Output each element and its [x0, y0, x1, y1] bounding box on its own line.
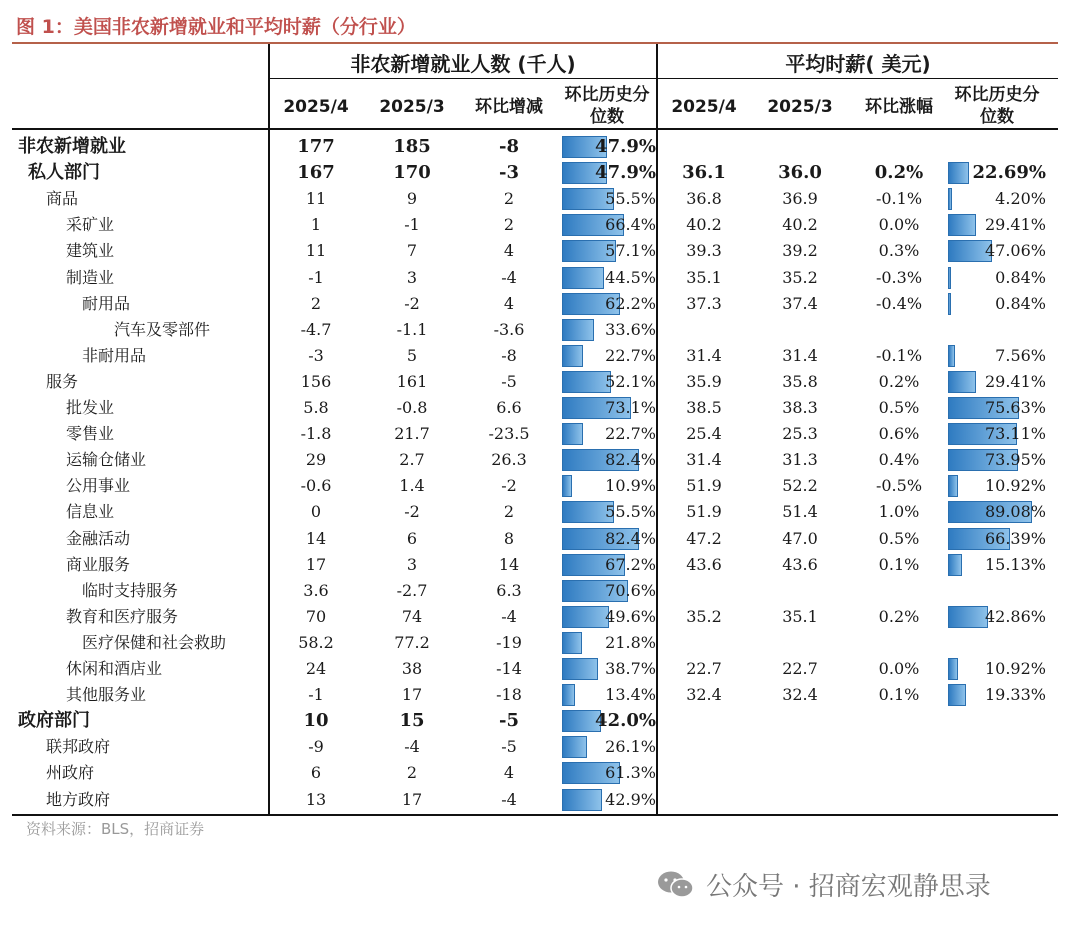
emp-change-value: 4 — [503, 293, 515, 313]
wage-mar-value: 39.2 — [782, 241, 818, 261]
emp-percentile-value: 44.5% — [605, 267, 656, 287]
wage-percentile-value: 0.84% — [995, 293, 1046, 313]
row-label: 非农新增就业 — [18, 136, 126, 157]
wage-apr-value: 31.4 — [686, 450, 722, 470]
wage-change-value: 0.1% — [878, 685, 920, 705]
emp-mar-value: -0.8 — [396, 398, 428, 417]
table-row — [12, 421, 1058, 447]
wage-apr-value: 35.9 — [686, 371, 722, 391]
row-label: 教育和医疗服务 — [66, 606, 179, 626]
row-label: 非耐用品 — [82, 345, 147, 365]
wage-change-value: 0.5% — [878, 528, 920, 548]
emp-apr-value: -4.7 — [300, 319, 332, 339]
emp-mar-value: 3 — [406, 554, 418, 574]
wage-col-apr: 2025/4 — [671, 97, 737, 117]
wage-percentile-bar — [948, 293, 951, 315]
emp-percentile-value: 55.5% — [605, 189, 656, 209]
wage-change-value: -0.3% — [875, 267, 923, 287]
row-label: 临时支持服务 — [82, 580, 179, 600]
emp-change-value: -5 — [501, 371, 517, 391]
emp-mar-value: -1.1 — [396, 319, 428, 339]
table-row — [12, 291, 1058, 317]
row-label: 汽车及零部件 — [114, 319, 211, 339]
emp-mar-value: -2 — [404, 502, 420, 522]
emp-mar-value: -2.7 — [396, 580, 428, 600]
emp-percentile-value: 70.6% — [605, 580, 656, 600]
wage-mar-value: 37.4 — [782, 293, 818, 313]
wage-col-mar: 2025/3 — [767, 97, 833, 117]
wage-percentile-bar — [948, 345, 955, 367]
emp-col-change: 环比增减 — [475, 97, 543, 117]
wage-percentile-value: 29.41% — [984, 215, 1046, 235]
emp-apr-value: 2 — [310, 293, 322, 313]
emp-apr-value: 11 — [305, 189, 327, 209]
emp-percentile-value: 38.7% — [605, 659, 656, 678]
emp-change-value: -3.6 — [493, 319, 525, 339]
emp-apr-value: -0.6 — [300, 476, 332, 496]
wage-percentile-value: 10.92% — [984, 659, 1046, 678]
emp-mar-value: 74 — [401, 606, 423, 626]
emp-change-value: 4 — [503, 763, 515, 783]
emp-percentile-value: 66.4% — [605, 215, 656, 235]
table-bottom-rule — [12, 814, 1058, 816]
emp-apr-value: 177 — [297, 136, 335, 157]
emp-change-value: -4 — [501, 606, 517, 626]
table-row — [12, 604, 1058, 630]
wage-apr-value: 51.9 — [686, 476, 722, 496]
emp-percentile-value: 47.9% — [595, 162, 656, 184]
emp-percentile-value: 33.6% — [605, 319, 656, 339]
table-row — [12, 212, 1058, 238]
source-note: 资料来源：BLS，招商证券 — [26, 820, 205, 838]
wage-apr-value: 36.8 — [686, 189, 722, 209]
wage-apr-value: 35.1 — [686, 267, 722, 287]
table-row — [12, 238, 1058, 264]
wage-mar-value: 36.0 — [778, 162, 822, 184]
row-label: 服务 — [46, 371, 79, 391]
emp-mar-value: 77.2 — [394, 632, 430, 652]
emp-apr-value: 6 — [310, 763, 322, 783]
table-row — [12, 526, 1058, 552]
emp-mar-value: 38 — [401, 659, 423, 678]
emp-apr-value: 5.8 — [303, 398, 329, 417]
emp-change-value: -3 — [499, 162, 519, 184]
wage-change-value: 0.5% — [878, 398, 920, 417]
emp-mar-value: -1 — [404, 215, 420, 235]
emp-change-value: -18 — [496, 685, 522, 705]
row-label: 批发业 — [66, 398, 115, 417]
emp-percentile-value: 10.9% — [605, 476, 656, 496]
emp-change-value: 8 — [503, 528, 515, 548]
emp-percentile-value: 52.1% — [605, 371, 656, 391]
emp-change-value: 2 — [503, 215, 515, 235]
emp-mar-value: 9 — [406, 189, 418, 209]
wage-percentile-value: 75.63% — [984, 398, 1046, 417]
emp-percentile-value: 22.7% — [605, 424, 656, 444]
emp-change-value: -8 — [499, 136, 519, 157]
wage-apr-value: 36.1 — [682, 162, 726, 184]
emp-apr-value: 14 — [305, 528, 327, 548]
emp-change-value: 6.6 — [496, 398, 522, 417]
emp-apr-value: 24 — [305, 659, 327, 678]
table-row — [12, 186, 1058, 212]
wage-mar-value: 32.4 — [782, 685, 818, 705]
emp-mar-value: 3 — [406, 267, 418, 287]
wage-apr-value: 47.2 — [686, 528, 722, 548]
emp-change-value: -8 — [501, 345, 517, 365]
table-row — [12, 708, 1058, 734]
wage-group-header: 平均时薪( 美元) — [785, 52, 931, 76]
emp-percentile-value: 49.6% — [605, 606, 656, 626]
row-label: 公用事业 — [66, 476, 131, 496]
emp-percentile-value: 42.9% — [605, 789, 656, 809]
wage-mar-value: 35.8 — [782, 371, 818, 391]
table-row — [12, 160, 1058, 186]
emp-change-value: -4 — [501, 267, 517, 287]
emp-percentile-value: 61.3% — [605, 763, 656, 783]
wage-change-value: 0.0% — [878, 215, 920, 235]
row-label: 建筑业 — [66, 241, 115, 261]
emp-percentile-value: 62.2% — [605, 293, 656, 313]
wage-percentile-value: 4.20% — [995, 189, 1046, 209]
emp-mar-value: 2 — [406, 763, 418, 783]
wage-mar-value: 25.3 — [782, 424, 818, 444]
emp-col-mar: 2025/3 — [379, 97, 445, 117]
row-label: 地方政府 — [46, 789, 111, 809]
wage-percentile-value: 0.84% — [995, 267, 1046, 287]
wechat-icon — [656, 869, 696, 901]
row-label: 零售业 — [66, 424, 115, 444]
emp-change-value: 4 — [503, 241, 515, 261]
emp-change-value: -5 — [501, 737, 517, 757]
table-row — [12, 369, 1058, 395]
wage-mar-value: 31.3 — [782, 450, 818, 470]
row-label: 制造业 — [66, 267, 115, 287]
wage-percentile-value: 73.95% — [984, 450, 1046, 470]
emp-apr-value: 11 — [305, 241, 327, 261]
wage-mar-value: 43.6 — [782, 554, 818, 574]
wage-percentile-value: 10.92% — [984, 476, 1046, 496]
emp-percentile-value: 13.4% — [605, 685, 656, 705]
wage-change-value: -0.1% — [875, 345, 923, 365]
employment-header-rule — [270, 78, 656, 79]
table-row — [12, 760, 1058, 786]
wage-apr-value: 32.4 — [686, 685, 722, 705]
wage-percentile-value: 47.06% — [984, 241, 1046, 261]
emp-mar-value: 17 — [401, 789, 423, 809]
emp-change-value: 6.3 — [496, 580, 522, 600]
row-label: 运输仓储业 — [66, 450, 147, 470]
wage-percentile-value: 66.39% — [984, 528, 1046, 548]
wage-change-value: -0.4% — [875, 293, 923, 313]
emp-percentile-value: 21.8% — [605, 632, 656, 652]
emp-percentile-value: 67.2% — [605, 554, 656, 574]
wage-change-value: 0.1% — [878, 554, 920, 574]
wage-change-value: -0.5% — [875, 476, 923, 496]
emp-apr-value: 3.6 — [303, 580, 329, 600]
emp-percentile-value: 47.9% — [595, 136, 656, 157]
row-label: 商品 — [46, 189, 79, 209]
wage-header-rule — [658, 78, 1058, 79]
emp-percentile-value: 22.7% — [605, 345, 656, 365]
wage-mar-value: 38.3 — [782, 398, 818, 417]
wage-change-value: 0.2% — [878, 371, 920, 391]
wage-apr-value: 35.2 — [686, 606, 722, 626]
wage-change-value: -0.1% — [875, 189, 923, 209]
emp-mar-value: -4 — [404, 737, 420, 757]
watermark — [656, 866, 991, 903]
emp-apr-value: 167 — [297, 162, 335, 184]
wage-mar-value: 35.2 — [782, 267, 818, 287]
table-row — [12, 473, 1058, 499]
table-row — [12, 578, 1058, 604]
row-label: 医疗保健和社会救助 — [82, 632, 227, 652]
wage-change-value: 0.6% — [878, 424, 920, 444]
emp-percentile-value: 57.1% — [605, 241, 656, 261]
wage-percentile-value: 73.11% — [984, 424, 1046, 444]
wage-percentile-value: 7.56% — [995, 345, 1046, 365]
emp-percentile-value: 82.4% — [605, 528, 656, 548]
row-label: 耐用品 — [82, 293, 131, 313]
row-label: 联邦政府 — [46, 737, 111, 757]
wage-col-percentile: 环比历史分位数 — [954, 85, 1040, 127]
emp-apr-value: 13 — [305, 789, 327, 809]
emp-mar-value: 185 — [393, 136, 431, 157]
emp-change-value: -14 — [496, 659, 522, 678]
wage-mar-value: 22.7 — [782, 659, 818, 678]
emp-mar-value: 17 — [401, 685, 423, 705]
emp-mar-value: 7 — [406, 241, 418, 261]
wage-change-value: 0.2% — [874, 162, 924, 184]
row-label: 金融活动 — [66, 528, 131, 548]
wage-change-value: 0.3% — [878, 241, 920, 261]
wage-percentile-bar — [948, 188, 952, 210]
row-label: 其他服务业 — [66, 685, 147, 705]
emp-apr-value: 58.2 — [298, 632, 334, 652]
wage-mar-value: 35.1 — [782, 606, 818, 626]
header-bottom-rule — [12, 128, 1058, 130]
emp-mar-value: -2 — [404, 293, 420, 313]
emp-apr-value: -9 — [308, 737, 324, 757]
row-label: 私人部门 — [28, 162, 100, 184]
wage-col-change: 环比涨幅 — [865, 97, 933, 117]
emp-apr-value: 29 — [305, 450, 327, 470]
wage-apr-value: 25.4 — [686, 424, 722, 444]
wage-apr-value: 39.3 — [686, 241, 722, 261]
wage-apr-value: 38.5 — [686, 398, 722, 417]
emp-apr-value: -1 — [308, 685, 324, 705]
wage-apr-value: 31.4 — [686, 345, 722, 365]
table-row — [12, 134, 1058, 160]
emp-apr-value: 10 — [303, 710, 329, 732]
wage-apr-value: 22.7 — [686, 659, 722, 678]
emp-change-value: 14 — [498, 554, 520, 574]
emp-change-value: 26.3 — [491, 450, 527, 470]
emp-change-value: -5 — [499, 710, 519, 732]
wage-apr-value: 37.3 — [686, 293, 722, 313]
watermark-text: 公众号 · 招商宏观静思录 — [706, 872, 991, 902]
emp-col-apr: 2025/4 — [283, 97, 349, 117]
wage-mar-value: 36.9 — [782, 189, 818, 209]
emp-percentile-value: 73.1% — [605, 398, 656, 417]
table-row — [12, 499, 1058, 525]
wage-mar-value: 40.2 — [782, 215, 818, 235]
emp-mar-value: 170 — [393, 162, 431, 184]
emp-mar-value: 2.7 — [399, 450, 425, 470]
table-row — [12, 395, 1058, 421]
emp-percentile-value: 42.0% — [595, 710, 656, 732]
emp-apr-value: -1.8 — [300, 424, 332, 444]
emp-percentile-value: 82.4% — [605, 450, 656, 470]
emp-apr-value: 1 — [310, 215, 322, 235]
wage-percentile-value: 15.13% — [984, 554, 1046, 574]
wage-percentile-bar — [948, 267, 951, 289]
table-row — [12, 734, 1058, 760]
emp-apr-value: 17 — [305, 554, 327, 574]
emp-mar-value: 15 — [399, 710, 425, 732]
table-row — [12, 317, 1058, 343]
table-row — [12, 447, 1058, 473]
emp-change-value: 2 — [503, 189, 515, 209]
wage-percentile-value: 89.08% — [984, 502, 1046, 522]
row-label: 政府部门 — [18, 710, 90, 732]
emp-change-value: -23.5 — [488, 424, 530, 444]
title-rule — [12, 42, 1058, 44]
wage-apr-value: 51.9 — [686, 502, 722, 522]
emp-mar-value: 161 — [396, 371, 428, 391]
emp-change-value: -2 — [501, 476, 517, 496]
wage-mar-value: 51.4 — [782, 502, 818, 522]
emp-apr-value: -1 — [308, 267, 324, 287]
emp-mar-value: 1.4 — [399, 476, 425, 496]
row-label: 采矿业 — [66, 215, 115, 235]
wage-mar-value: 52.2 — [782, 476, 818, 496]
wage-apr-value: 40.2 — [686, 215, 722, 235]
wage-change-value: 0.4% — [878, 450, 920, 470]
emp-percentile-value: 26.1% — [605, 737, 656, 757]
figure-title: 图 1：美国非农新增就业和平均时薪（分行业） — [16, 16, 416, 38]
wage-percentile-value: 42.86% — [984, 606, 1046, 626]
row-label: 信息业 — [66, 502, 115, 522]
table-row — [12, 630, 1058, 656]
emp-mar-value: 6 — [406, 528, 418, 548]
wage-mar-value: 47.0 — [782, 528, 818, 548]
wage-change-value: 0.0% — [878, 659, 920, 678]
emp-apr-value: 70 — [305, 606, 327, 626]
table-row — [12, 552, 1058, 578]
row-label: 州政府 — [46, 763, 95, 783]
wage-mar-value: 31.4 — [782, 345, 818, 365]
emp-apr-value: -3 — [308, 345, 324, 365]
employment-group-header: 非农新增就业人数 (千人) — [350, 52, 576, 76]
table-row — [12, 682, 1058, 708]
emp-apr-value: 0 — [310, 502, 322, 522]
row-label: 商业服务 — [66, 554, 131, 574]
wage-change-value: 1.0% — [878, 502, 920, 522]
emp-mar-value: 21.7 — [394, 424, 430, 444]
row-label: 休闲和酒店业 — [66, 659, 163, 678]
emp-mar-value: 5 — [406, 345, 418, 365]
table-row — [12, 343, 1058, 369]
emp-change-value: -4 — [501, 789, 517, 809]
table-row — [12, 265, 1058, 291]
emp-change-value: 2 — [503, 502, 515, 522]
wage-percentile-value: 29.41% — [984, 371, 1046, 391]
emp-change-value: -19 — [496, 632, 522, 652]
emp-percentile-value: 55.5% — [605, 502, 656, 522]
wage-change-value: 0.2% — [878, 606, 920, 626]
wage-apr-value: 43.6 — [686, 554, 722, 574]
emp-col-percentile: 环比历史分位数 — [564, 85, 650, 127]
wage-percentile-value: 22.69% — [972, 162, 1046, 184]
table-row — [12, 656, 1058, 682]
wage-percentile-value: 19.33% — [984, 685, 1046, 705]
emp-apr-value: 156 — [300, 371, 332, 391]
table-row — [12, 787, 1058, 813]
